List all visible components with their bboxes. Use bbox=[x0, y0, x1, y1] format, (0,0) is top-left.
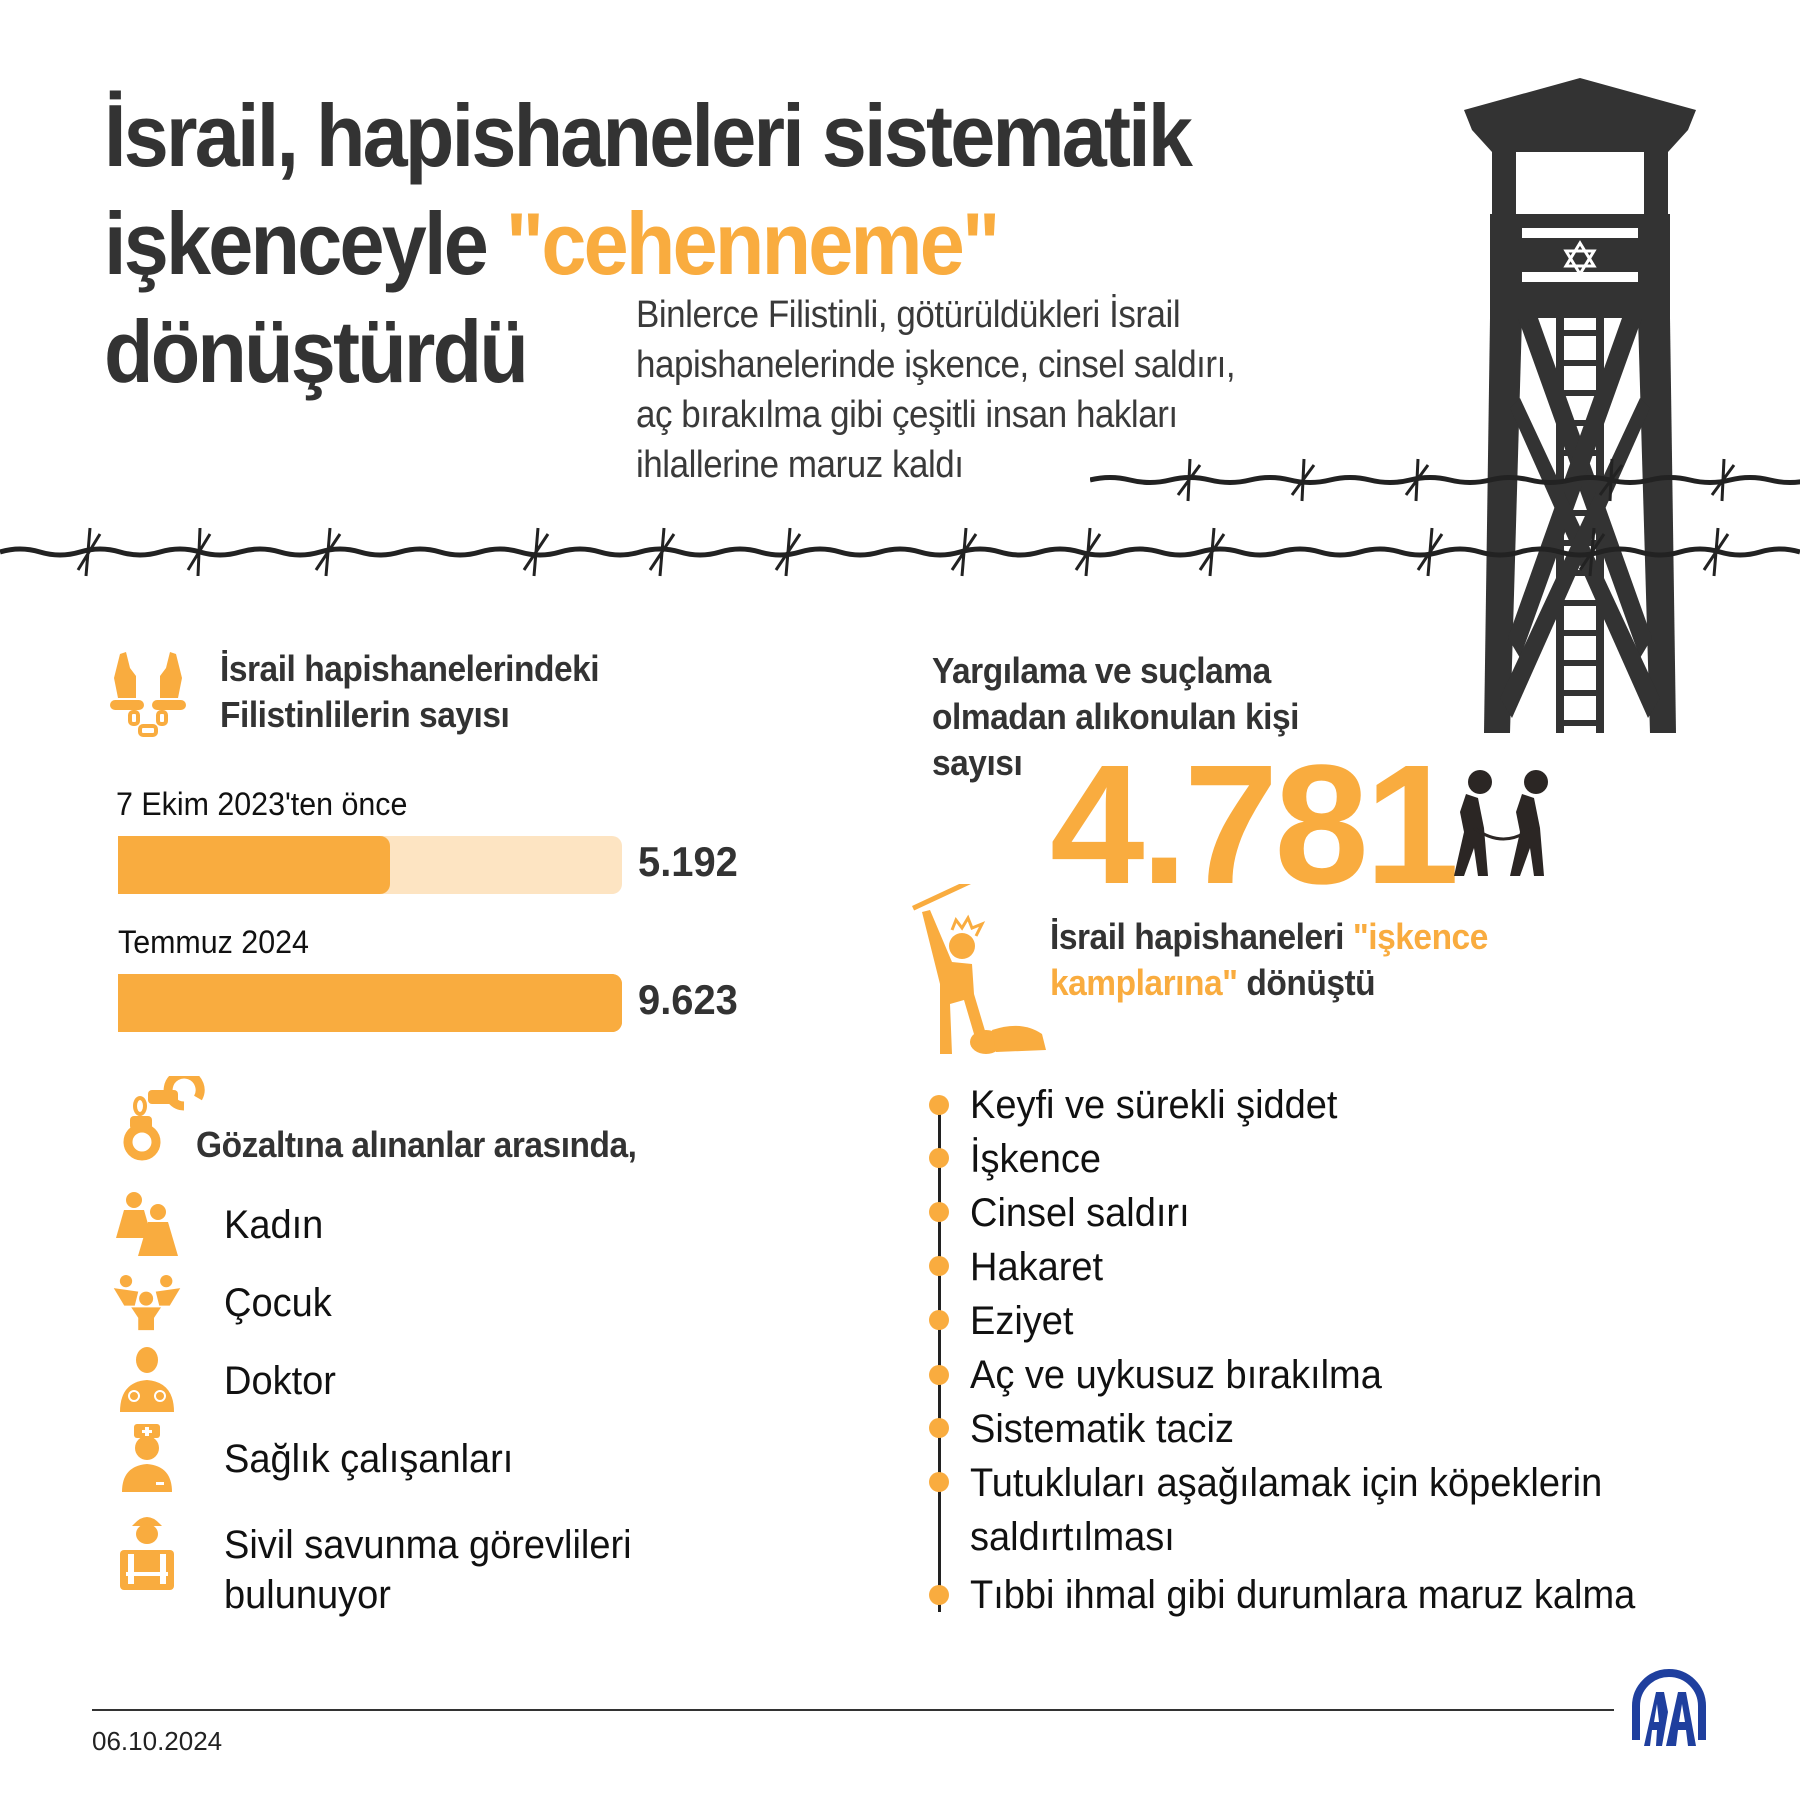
bullet-dot bbox=[929, 1585, 949, 1605]
title-line-2: işkenceyle "cehenneme" bbox=[104, 194, 998, 293]
list-item: İşkence bbox=[970, 1137, 1101, 1181]
aa-logo-icon bbox=[1630, 1666, 1708, 1746]
bullet-dot bbox=[929, 1365, 949, 1385]
women-icon bbox=[112, 1190, 182, 1260]
list-item: Cinsel saldırı bbox=[970, 1191, 1190, 1235]
list-item: Aç ve uykusuz bırakılma bbox=[970, 1353, 1382, 1397]
bar-fill-1 bbox=[118, 974, 622, 1032]
title-line-1: İsrail, hapishaneleri sistematik bbox=[104, 86, 1191, 185]
title-line-3: dönüştürdü bbox=[104, 302, 527, 401]
nurse-icon bbox=[112, 1424, 182, 1494]
subtitle: Binlerce Filistinli, götürüldükleri İsrail hapishanelerinde işkence, cinsel saldırı, aç bırakılma gibi çeşitli insan hakları ihlallerine maruz kaldı bbox=[636, 294, 1236, 486]
detained-heading: Yargılama ve suçlama olmadan alıkonulan kişi sayısı bbox=[932, 650, 1299, 783]
list-item: Eziyet bbox=[970, 1299, 1074, 1343]
list-item-continuation: saldırtılması bbox=[970, 1515, 1175, 1559]
bullet-dot bbox=[929, 1472, 949, 1492]
group-item-children: Çocuk bbox=[112, 1268, 732, 1338]
bar-value-0: 5.192 bbox=[638, 838, 738, 885]
children-icon bbox=[112, 1268, 182, 1338]
footer-divider bbox=[92, 1709, 1614, 1711]
publish-date: 06.10.2024 bbox=[92, 1726, 223, 1756]
bar-track-1 bbox=[118, 974, 622, 1032]
beating-icon bbox=[912, 884, 1062, 1056]
bar-track-0 bbox=[118, 836, 622, 894]
groups-heading: Gözaltına alınanlar arasında, bbox=[196, 1124, 637, 1165]
bar-fill-0 bbox=[118, 836, 390, 894]
chained-prisoners-icon bbox=[1444, 768, 1564, 878]
bullet-dot bbox=[929, 1202, 949, 1222]
bar-label-0: 7 Ekim 2023'ten önce bbox=[116, 786, 408, 822]
doctor-icon bbox=[112, 1346, 182, 1416]
list-item: Tıbbi ihmal gibi durumlara maruz kalma bbox=[970, 1573, 1636, 1617]
bullet-dot bbox=[929, 1148, 949, 1168]
bullet-dot bbox=[929, 1256, 949, 1276]
list-item: Sistematik taciz bbox=[970, 1407, 1234, 1451]
group-item-women: Kadın bbox=[112, 1190, 732, 1260]
bullet-dot bbox=[929, 1418, 949, 1438]
list-item: Keyfi ve sürekli şiddet bbox=[970, 1083, 1338, 1127]
bar-value-1: 9.623 bbox=[638, 976, 738, 1023]
title-highlight: "cehenneme" bbox=[505, 194, 998, 293]
prisoners-heading: İsrail hapishanelerindeki Filistinlilerin sayısı bbox=[220, 648, 600, 735]
list-item: Tutukluları aşağılamak için köpeklerin bbox=[970, 1461, 1603, 1505]
bar-label-1: Temmuz 2024 bbox=[118, 924, 309, 960]
torture-heading: İsrail hapishaneleri "işkence kamplarına" dönüştü bbox=[1050, 916, 1488, 1003]
watchtower-icon bbox=[1460, 78, 1700, 733]
barbed-wire-lower bbox=[0, 520, 1800, 580]
group-item-nurse: Sağlık çalışanları bbox=[112, 1424, 732, 1494]
timeline-line bbox=[938, 1100, 941, 1612]
chained-hands-icon bbox=[108, 648, 188, 740]
bullet-dot bbox=[929, 1095, 949, 1115]
bullet-dot bbox=[929, 1310, 949, 1330]
detained-count: 4.781 bbox=[1050, 730, 1456, 920]
barbed-wire-upper bbox=[1090, 455, 1800, 505]
group-item-civil-defense: Sivil savunma görevlileri bulunuyor bbox=[112, 1510, 732, 1620]
civil-defense-worker-icon bbox=[112, 1510, 182, 1590]
group-item-doctor: Doktor bbox=[112, 1346, 732, 1416]
list-item: Hakaret bbox=[970, 1245, 1104, 1289]
